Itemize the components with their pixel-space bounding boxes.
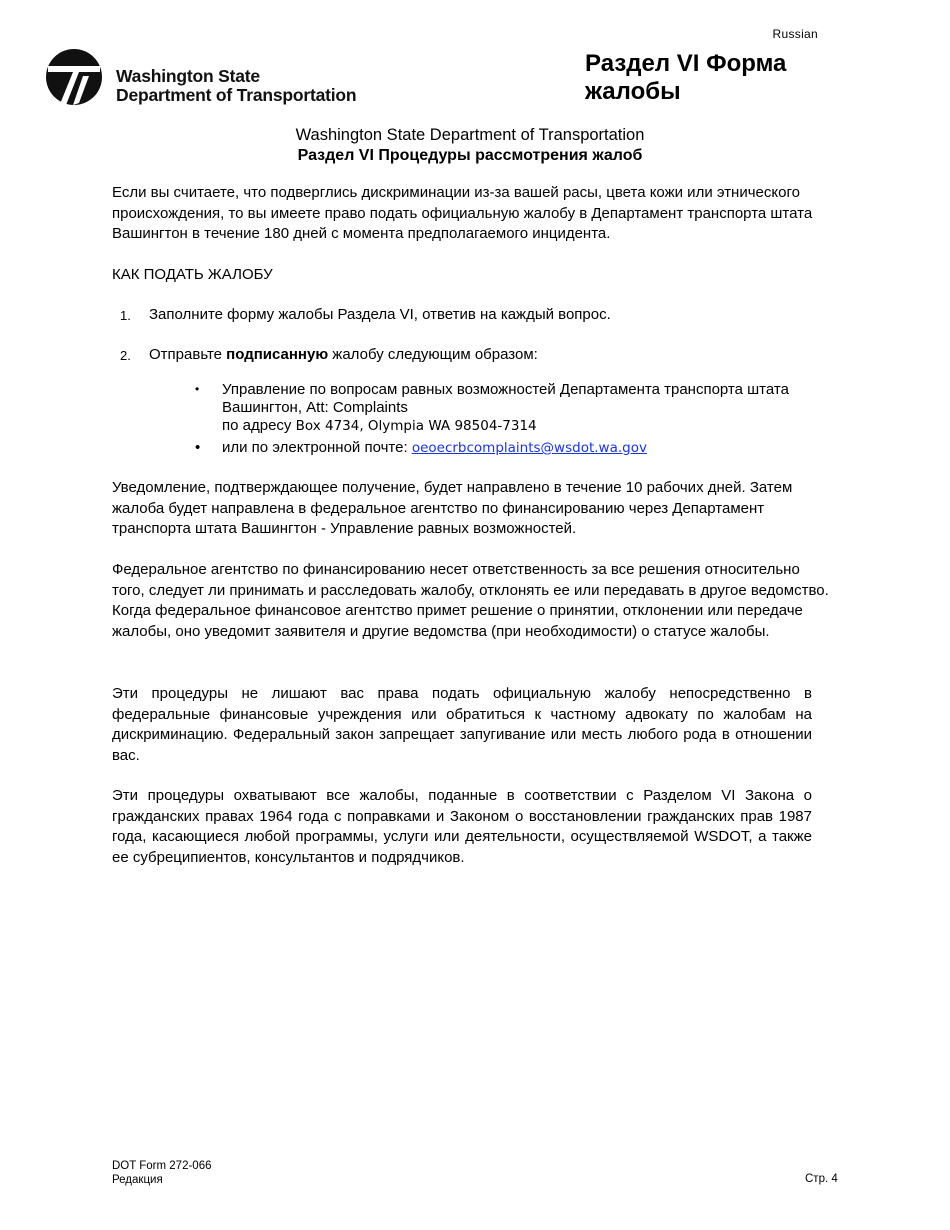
rights-paragraph: Эти процедуры не лишают вас права подать официальную жалобу непосредственно в федеральные финансовые учреждения или обратиться к частному адвокату по жалобам на дискриминацию. Федеральный закон запрещает запугивание или месть любого рода в отношении вас. bbox=[112, 685, 812, 764]
mail-address: Box 4734, Olympia WA 98504-7314 bbox=[295, 418, 537, 434]
mail-line-1: Управление по вопросам равных возможностей Департамента транспорта штата bbox=[222, 381, 789, 398]
step-2-post: жалобу следующим образом: bbox=[328, 346, 538, 363]
logo-wordmark bbox=[116, 67, 356, 105]
logo-line-1: Washington State bbox=[116, 66, 260, 86]
coverage-paragraph: Эти процедуры охватывают все жалобы, поданные в соответствии с Разделом VI Закона о гражданских правах 1964 года с поправками и Законом о восстановлении гражданских прав 1987 года, касающиеся любой программы, услуги или деятельности, осуществляемой WSDOT, а также ее субреципиентов, консультантов и подрядчиков. bbox=[112, 787, 812, 866]
form-number: DOT Form 272-066 bbox=[112, 1160, 212, 1172]
bullet-mail-icon: • bbox=[195, 382, 200, 396]
bullet-email-icon: • bbox=[195, 439, 201, 456]
agency-title: Washington State Department of Transportation bbox=[295, 126, 645, 144]
email-prefix: или по электронной почте: bbox=[222, 439, 412, 456]
mail-address-block bbox=[222, 381, 832, 435]
footer-form-info bbox=[112, 1159, 212, 1187]
federal-agency-paragraph: Федеральное агентство по финансированию несет ответственность за все решения относительно того, следует ли принимать и расследовать жалобу, отклонять ее или передавать в другое ведомство. Когда федеральное финансовое агентство примет решение о принятии, отклонении или передаче жалобы, оно уведомит заявителя и другие ведомства (при необходимости) о статусе жалобы. bbox=[112, 561, 829, 640]
mail-line-2: Вашингтон, Att: Complaints bbox=[222, 399, 408, 416]
language-label: Russian bbox=[772, 27, 818, 41]
step-2-bold: подписанную bbox=[226, 346, 329, 363]
step-1-text: Заполните форму жалобы Раздела VI, ответив на каждый вопрос. bbox=[149, 306, 611, 323]
how-to-heading: КАК ПОДАТЬ ЖАЛОБУ bbox=[112, 266, 273, 283]
mail-line-3 bbox=[222, 417, 832, 435]
step-2-text bbox=[149, 346, 538, 363]
email-line bbox=[222, 439, 832, 457]
step-2-number: 2. bbox=[120, 348, 131, 363]
step-1-number: 1. bbox=[120, 308, 131, 323]
acknowledgement-paragraph: Уведомление, подтверждающее получение, будет направлено в течение 10 рабочих дней. Затем жалоба будет направлена в федеральное агентство по финансированию через Департамент транспорта штата Вашингтон - Управление равных возможностей. bbox=[112, 479, 793, 538]
page-number: Стр. 4 bbox=[805, 1173, 838, 1185]
form-title: Раздел VI Форма жалобы bbox=[585, 50, 787, 105]
logo-line-2: Department of Transportation bbox=[116, 85, 357, 105]
intro-paragraph: Если вы считаете, что подверглись дискриминации из-за вашей расы, цвета кожи или этнического происхождения, то вы имеете право подать официальную жалобу в Департамент транспорта штата Вашингтон в течение 180 дней с момента предполагаемого инцидента. bbox=[112, 184, 813, 243]
email-link[interactable]: oeoecrbcomplaints@wsdot.wa.gov bbox=[411, 440, 647, 456]
wsdot-logo bbox=[46, 49, 426, 109]
procedures-title: Раздел VI Процедуры рассмотрения жалоб bbox=[297, 147, 643, 164]
mail-line-3-prefix: по адресу bbox=[222, 417, 296, 434]
step-2-pre: Отправьте bbox=[149, 346, 227, 363]
revision-label: Редакция bbox=[112, 1174, 163, 1186]
wsdot-emblem-icon bbox=[46, 49, 104, 107]
